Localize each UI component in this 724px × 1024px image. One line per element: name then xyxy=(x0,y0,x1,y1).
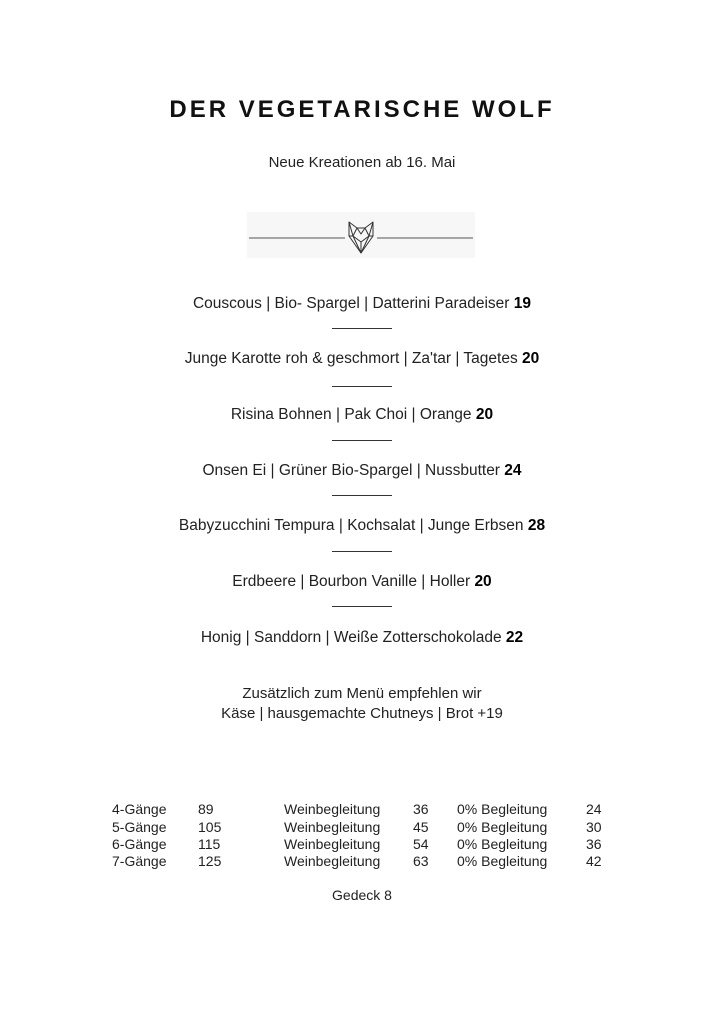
courses-label: 5-Gänge xyxy=(112,819,167,835)
pricing-row xyxy=(0,836,724,854)
wine-price: 54 xyxy=(413,836,429,852)
wine-label: Weinbegleitung xyxy=(284,801,381,817)
pricing-row xyxy=(0,853,724,871)
courses-label: 7-Gänge xyxy=(112,853,167,869)
extra-line: Zusätzlich zum Menü empfehlen wir xyxy=(242,685,482,702)
wine-label: Weinbegleitung xyxy=(284,836,381,852)
dish-price: 19 xyxy=(513,295,532,312)
zero-price: 42 xyxy=(586,853,602,869)
extra-line: Käse | hausgemachte Chutneys | Brot +19 xyxy=(221,705,503,722)
dish-price: 20 xyxy=(522,350,540,367)
courses-label: 6-Gänge xyxy=(112,836,167,852)
wine-label: Weinbegleitung xyxy=(284,819,381,835)
dish-price: 28 xyxy=(527,517,546,534)
dish-price: 24 xyxy=(504,462,522,479)
dish-item xyxy=(0,573,724,591)
courses-price: 105 xyxy=(198,819,222,835)
dish-price: 20 xyxy=(474,573,492,590)
page-title: DER VEGETARISCHE WOLF xyxy=(169,96,555,123)
divider xyxy=(332,386,392,387)
dish-name: Honig | Sanddorn | Weiße Zotterschokolade xyxy=(200,629,502,646)
dish-name: Babyzucchini Tempura | Kochsalat | Junge Erbsen xyxy=(178,517,524,534)
pricing-row xyxy=(0,819,724,837)
zero-price: 30 xyxy=(586,819,602,835)
zero-label: 0% Begleitung xyxy=(457,836,548,852)
zero-label: 0% Begleitung xyxy=(457,819,548,835)
divider xyxy=(332,495,392,496)
divider xyxy=(332,440,392,441)
zero-label: 0% Begleitung xyxy=(457,853,548,869)
page-subtitle: Neue Kreationen ab 16. Mai xyxy=(268,154,456,171)
dish-item xyxy=(0,295,724,313)
dish-name: Junge Karotte roh & geschmort | Za'tar | Tagetes xyxy=(184,350,518,367)
zero-label: 0% Begleitung xyxy=(457,801,548,817)
cover-charge: Gedeck 8 xyxy=(332,887,392,903)
courses-price: 115 xyxy=(198,836,221,852)
pricing-row xyxy=(0,801,724,819)
wine-price: 45 xyxy=(413,819,429,835)
fox-head-icon xyxy=(247,212,475,258)
courses-label: 4-Gänge xyxy=(112,801,167,817)
dish-item xyxy=(0,350,724,368)
wine-label: Weinbegleitung xyxy=(284,853,381,869)
dish-name: Erdbeere | Bourbon Vanille | Holler xyxy=(232,573,471,590)
wine-price: 63 xyxy=(413,853,429,869)
courses-price: 125 xyxy=(198,853,222,869)
dish-price: 22 xyxy=(505,629,524,646)
dish-price: 20 xyxy=(475,406,494,423)
dish-name: Onsen Ei | Grüner Bio-Spargel | Nussbutter xyxy=(202,462,500,479)
extra-recommendation xyxy=(0,684,724,724)
dish-name: Couscous | Bio- Spargel | Datterini Paradeiser xyxy=(192,295,510,312)
zero-price: 36 xyxy=(586,836,602,852)
courses-price: 89 xyxy=(198,801,214,817)
zero-price: 24 xyxy=(586,801,602,817)
divider xyxy=(332,551,392,552)
dish-item xyxy=(0,517,724,535)
logo-divider xyxy=(247,212,475,258)
dish-item xyxy=(0,406,724,424)
wine-price: 36 xyxy=(413,801,429,817)
dish-item xyxy=(0,462,724,480)
divider xyxy=(332,328,392,329)
divider xyxy=(332,606,392,607)
dish-item xyxy=(0,629,724,647)
dish-name: Risina Bohnen | Pak Choi | Orange xyxy=(230,406,472,423)
